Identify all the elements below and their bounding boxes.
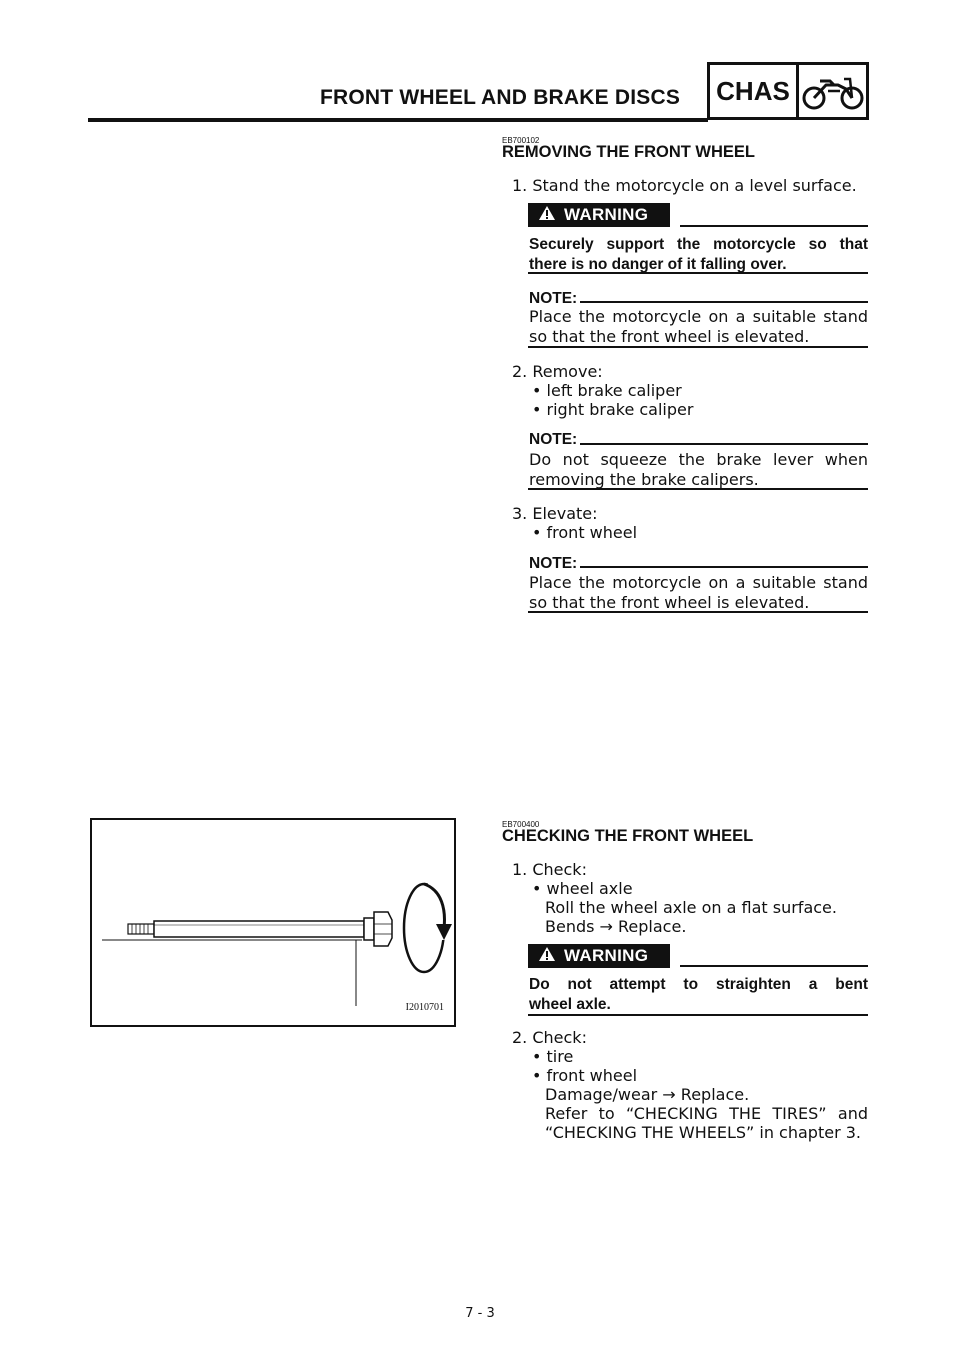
figure-code: I2010701 <box>405 1002 444 1013</box>
wheel-axle-illustration <box>92 820 454 1025</box>
section-title-removing: REMOVING THE FRONT WHEEL <box>502 143 755 161</box>
warning-text: Do not attempt to straighten a bent wheel axle. <box>529 976 868 1013</box>
detail-line: Bends → Replace. <box>545 917 687 936</box>
note-label: NOTE: <box>529 555 578 572</box>
note-label: NOTE: <box>529 290 578 307</box>
detail-line: Refer to “CHECKING THE TIRES” and <box>545 1104 868 1123</box>
note-label: NOTE: <box>529 431 578 448</box>
detail-line: “CHECKING THE WHEELS” in chapter 3. <box>545 1123 861 1142</box>
warning-label <box>528 203 670 227</box>
page-title: FRONT WHEEL AND BRAKE DISCS <box>320 86 681 109</box>
list-item: • left brake caliper <box>532 381 682 400</box>
warning-text: Securely support the motorcycle so that there is no danger of it falling over. <box>529 236 868 273</box>
warning-rule <box>680 965 868 967</box>
warning-triangle-icon <box>538 946 556 967</box>
page-number: 7 - 3 <box>465 1306 495 1321</box>
step-1-check: 1. Check: <box>512 860 587 879</box>
note-text: Place the motorcycle on a suitable stand so that the front wheel is elevated. <box>529 307 868 346</box>
warning-label-text: WARNING <box>564 205 649 224</box>
warning-label-text: WARNING <box>564 946 649 965</box>
list-item: • front wheel <box>532 523 638 542</box>
detail-line: Roll the wheel axle on a flat surface. <box>545 898 837 917</box>
list-item: • tire <box>532 1047 574 1066</box>
note-text: Do not squeeze the brake lever when removing the brake calipers. <box>529 450 868 489</box>
warning-rule <box>680 225 868 227</box>
wheel-axle-figure <box>90 818 456 1027</box>
note-end-rule <box>528 611 868 613</box>
step-1-stand: 1. Stand the motorcycle on a level surface. <box>512 176 857 195</box>
section-badge <box>707 62 869 120</box>
list-item: • right brake caliper <box>532 400 694 419</box>
section-code-removing: EB700102 <box>502 136 540 145</box>
list-item: • front wheel <box>532 1066 638 1085</box>
step-2-remove: 2. Remove: <box>512 362 603 381</box>
note-end-rule <box>528 346 868 348</box>
note-rule <box>580 566 868 568</box>
list-item: • wheel axle <box>532 879 633 898</box>
warning-end-rule <box>528 1014 868 1016</box>
step-3-elevate: 3. Elevate: <box>512 504 598 523</box>
note-text: Place the motorcycle on a suitable stand so that the front wheel is elevated. <box>529 573 868 612</box>
section-code-checking: EB700400 <box>502 820 540 829</box>
section-code: CHAS <box>710 65 799 117</box>
warning-end-rule <box>528 272 868 274</box>
note-rule <box>580 301 868 303</box>
detail-line: Damage/wear → Replace. <box>545 1085 750 1104</box>
step-2-check: 2. Check: <box>512 1028 587 1047</box>
note-end-rule <box>528 488 868 490</box>
warning-label <box>528 944 670 968</box>
warning-triangle-icon <box>538 205 556 226</box>
motorcycle-icon <box>799 65 866 117</box>
note-rule <box>580 443 868 445</box>
header-rule <box>88 118 708 122</box>
section-title-checking: CHECKING THE FRONT WHEEL <box>502 827 754 845</box>
